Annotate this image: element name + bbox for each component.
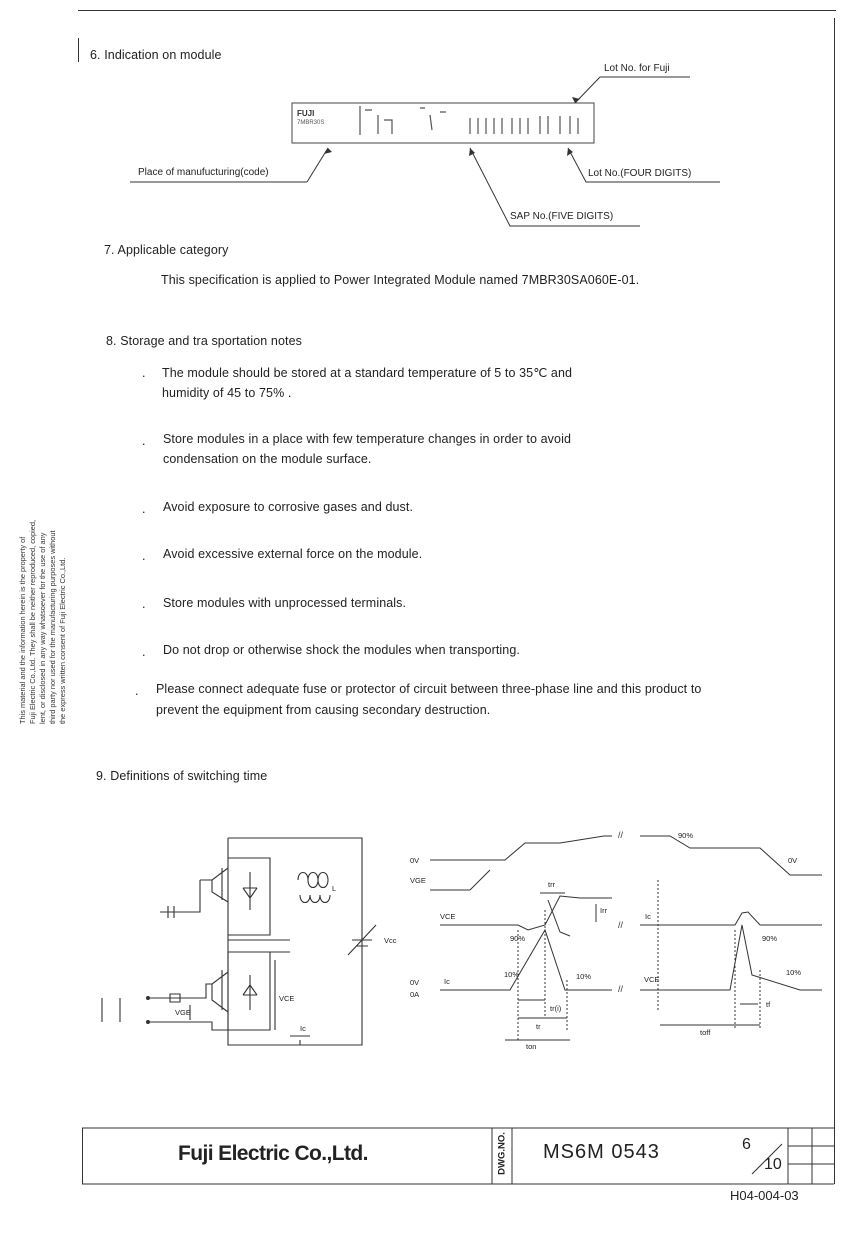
callout-lot-fuji: Lot No. for Fuji bbox=[604, 63, 670, 74]
svg-text://: // bbox=[618, 830, 624, 840]
bullet-dot: . bbox=[142, 549, 146, 563]
note-line: Please connect adequate fuse or protector of circuit between three-phase line and this product to bbox=[156, 682, 702, 696]
svg-text://: // bbox=[618, 920, 624, 930]
wave-label: tf bbox=[766, 1000, 771, 1009]
page-total: 10 bbox=[764, 1156, 782, 1173]
notice-line: lent, or disclosed in any way whatsoever for the use of any bbox=[38, 532, 47, 724]
bullet-dot: . bbox=[142, 366, 146, 380]
note-line: The module should be stored at a standard temperature of 5 to 35℃ and bbox=[162, 366, 573, 380]
bullet-dot: . bbox=[142, 645, 146, 659]
page-number: 6 bbox=[742, 1136, 751, 1153]
wave-label: 90% bbox=[678, 831, 694, 840]
bullet-dot: . bbox=[142, 597, 146, 611]
wave-label: 90% bbox=[510, 934, 526, 943]
wave-label: 0V bbox=[410, 978, 420, 987]
wave-label: ton bbox=[526, 1042, 537, 1051]
note-line: Store modules in a place with few temperature changes in order to avoid bbox=[163, 432, 572, 446]
note-line: Do not drop or otherwise shock the modules when transporting. bbox=[163, 643, 520, 657]
wave-label: 90% bbox=[762, 934, 778, 943]
callout-sap: SAP No.(FIVE DIGITS) bbox=[510, 211, 614, 222]
wave-label: VCE bbox=[440, 912, 456, 921]
wave-label: Ic bbox=[645, 912, 651, 921]
wave-label: 0A bbox=[410, 990, 420, 999]
bullet-dot: . bbox=[142, 502, 146, 516]
wave-label: toff bbox=[700, 1028, 711, 1037]
wave-label: trr bbox=[548, 880, 556, 889]
note-line: Store modules with unprocessed terminals. bbox=[163, 596, 407, 610]
wave-label: VGE bbox=[410, 876, 426, 885]
circuit-label-l: L bbox=[332, 884, 337, 893]
notice-line: third party nor used for the manufacturing purposes without bbox=[48, 530, 57, 724]
notice-line: the express written consent of Fuji Electric Co.,Ltd. bbox=[58, 557, 67, 724]
circuit-label-ic: Ic bbox=[300, 1024, 306, 1033]
section-8-title: 8. Storage and tra sportation notes bbox=[106, 334, 302, 348]
wave-label: 10% bbox=[576, 972, 592, 981]
note-line: Avoid exposure to corrosive gases and dust. bbox=[163, 500, 414, 514]
svg-text:7MBR30S: 7MBR30S bbox=[297, 120, 325, 126]
section-7-body: This specification is applied to Power Integrated Module named 7MBR30SA060E-01. bbox=[161, 273, 640, 287]
note-line: Avoid excessive external force on the module. bbox=[163, 547, 423, 561]
section-9-title: 9. Definitions of switching time bbox=[96, 769, 268, 783]
wave-label: 10% bbox=[786, 968, 802, 977]
note-line: condensation on the module surface. bbox=[163, 452, 372, 466]
section-7-title: 7. Applicable category bbox=[104, 243, 229, 257]
callout-lot-four: Lot No.(FOUR DIGITS) bbox=[588, 168, 692, 179]
notice-line: This material and the information herein is the property of bbox=[18, 536, 27, 724]
svg-text:FUJI: FUJI bbox=[297, 109, 315, 118]
wave-label: tr bbox=[536, 1022, 541, 1031]
note-line: humidity of 45 to 75% . bbox=[162, 386, 292, 400]
drawing-number: MS6M 0543 bbox=[543, 1141, 660, 1163]
svg-text://: // bbox=[618, 984, 624, 994]
callout-place: Place of manufucturing(code) bbox=[138, 167, 269, 178]
wave-label: Irr bbox=[600, 906, 608, 915]
bullet-dot: . bbox=[142, 434, 146, 448]
note-line: prevent the equipment from causing secondary destruction. bbox=[156, 703, 491, 717]
bullet-dot: . bbox=[135, 684, 139, 698]
wave-label: 0V bbox=[788, 856, 798, 865]
circuit-label-vge: VGE bbox=[175, 1008, 191, 1017]
company-name: Fuji Electric Co.,Ltd. bbox=[178, 1142, 368, 1165]
wave-label: VCE bbox=[644, 975, 660, 984]
wave-label: 10% bbox=[504, 970, 520, 979]
form-number: H04-004-03 bbox=[730, 1188, 799, 1203]
circuit-label-vce: VCE bbox=[279, 994, 295, 1003]
dwg-no-label: DWG.NO. bbox=[496, 1132, 508, 1175]
wave-label: 0V bbox=[410, 856, 420, 865]
section-6-title: 6. Indication on module bbox=[90, 48, 222, 62]
wave-label: tr(i) bbox=[550, 1004, 562, 1013]
circuit-label-vcc: Vcc bbox=[384, 936, 397, 945]
wave-label: Ic bbox=[444, 977, 450, 986]
notice-line: Fuji Electric Co.,Ltd. They shall be neither reproduced, copied, bbox=[28, 519, 37, 724]
